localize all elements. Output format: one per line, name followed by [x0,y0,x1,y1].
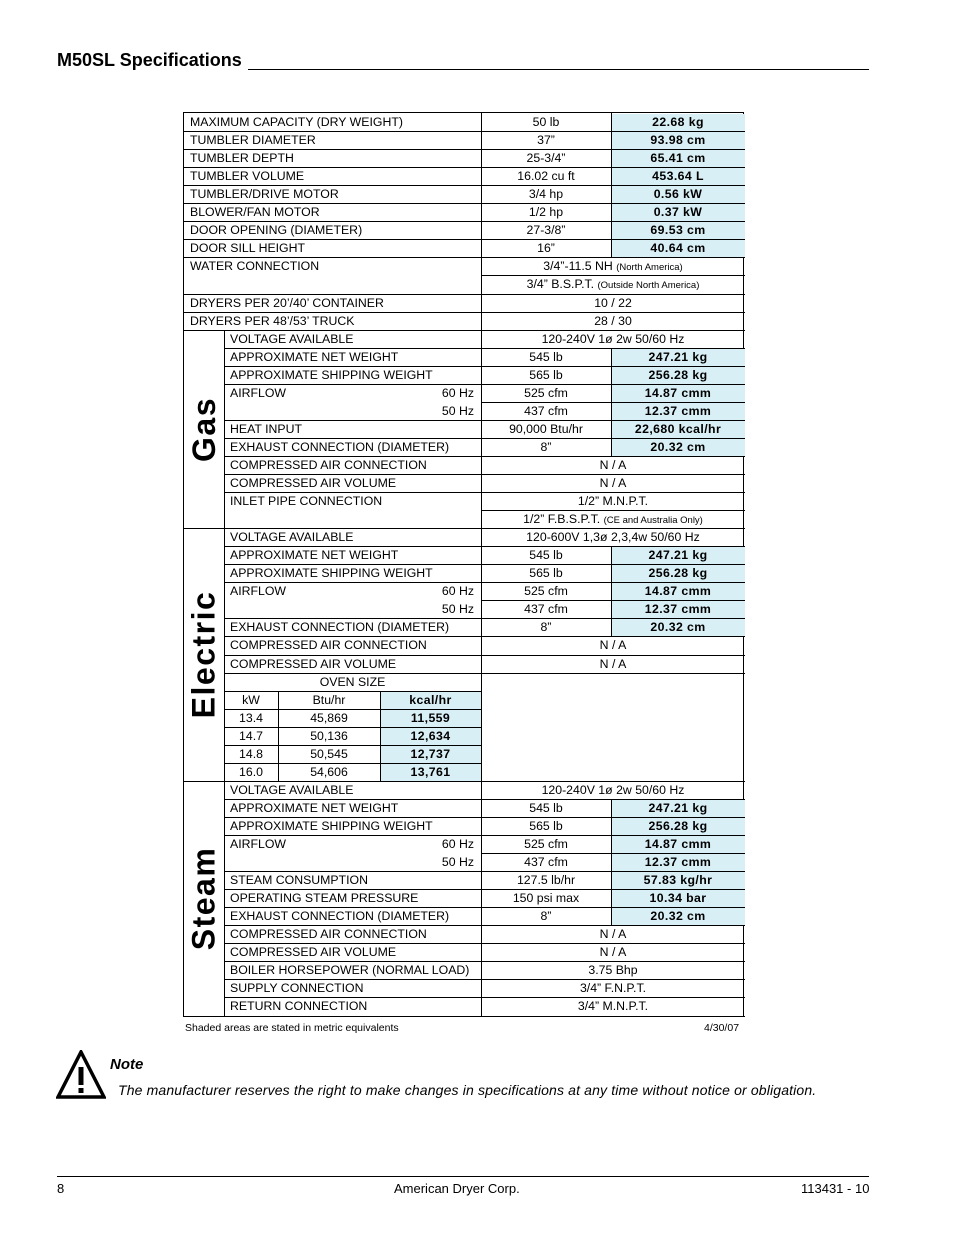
spec-value [481,258,745,275]
spec-value: 525 cfm [524,837,568,851]
spec-value: 10 / 22 [594,296,632,310]
column-divider [611,113,612,257]
spec-value: 50 lb [532,115,560,129]
row-divider [224,1016,745,1017]
column-divider [481,871,482,889]
specifications-table [183,112,744,1017]
spec-metric: 14.87 cmm [611,583,745,600]
column-divider [611,564,612,582]
spec-label: WATER CONNECTION [190,259,320,273]
column-divider [224,528,225,781]
spec-label: RETURN CONNECTION [230,999,368,1013]
oven-cell: 13.4 [239,711,263,725]
spec-metric: 12.37 cmm [611,403,745,420]
spec-value: 16” [537,241,555,255]
note-text: The manufacturer reserves the right to make changes in specifications at any time without notice or obligation. [118,1082,817,1098]
spec-metric: 0.56 kW [611,186,745,203]
spec-value: N / A [599,638,627,652]
spec-label: COMPRESSED AIR VOLUME [230,657,397,671]
oven-cell: 13,761 [380,764,481,781]
spec-label: OPERATING STEAM PRESSURE [230,891,419,905]
airflow-50hz-label: 50 Hz [441,855,474,869]
column-divider [611,366,612,384]
spec-label: MAXIMUM CAPACITY (DRY WEIGHT) [190,115,403,129]
spec-metric: 247.21 kg [611,349,745,366]
value-note: (Outside North America) [597,280,700,291]
column-divider [611,582,612,618]
column-divider [481,366,482,384]
value-note: (CE and Australia Only) [603,515,703,526]
spec-label: DRYERS PER 48’/53’ TRUCK [190,314,355,328]
value-text: 3/4” B.S.P.T. [526,277,595,291]
airflow-50hz-label: 50 Hz [441,602,474,616]
spec-label: COMPRESSED AIR CONNECTION [230,638,427,652]
spec-metric: 453.64 L [611,168,745,185]
column-divider [278,691,279,781]
value-text: 3/4”-11.5 NH [543,259,613,273]
spec-label: TUMBLER VOLUME [190,169,305,183]
spec-value: 150 psi max [512,891,580,905]
column-divider [611,420,612,438]
oven-size-title: OVEN SIZE [319,675,386,689]
column-divider [481,655,482,673]
company-name: American Dryer Corp. [394,1181,520,1196]
spec-label: INLET PIPE CONNECTION [230,494,383,508]
oven-header: kcal/hr [380,692,481,709]
column-divider [481,636,482,655]
value-note: (North America) [616,262,683,273]
spec-label: AIRFLOW [230,584,287,598]
spec-value: 8” [540,620,552,634]
oven-cell: 54,606 [310,765,348,779]
oven-cell: 16.0 [239,765,263,779]
spec-value: 8” [540,909,552,923]
spec-metric: 10.34 bar [611,890,745,907]
spec-label: EXHAUST CONNECTION (DIAMETER) [230,440,450,454]
spec-metric: 12.37 cmm [611,854,745,871]
column-divider [481,384,482,420]
column-divider [611,835,612,871]
section-steam-title [184,781,224,1016]
section-gas-title [184,330,224,528]
column-divider [481,673,482,781]
oven-cell: 12,634 [380,728,481,745]
spec-metric: 256.28 kg [611,818,745,835]
spec-label: BLOWER/FAN MOTOR [190,205,320,219]
spec-value: N / A [599,458,627,472]
spec-metric: 0.37 kW [611,204,745,221]
spec-metric: 69.53 cm [611,222,745,239]
spec-value: 28 / 30 [594,314,632,328]
page-title-text: M50SL Specifications [57,50,248,70]
column-divider [481,889,482,907]
spec-metric: 22.68 kg [611,114,745,131]
oven-cell: 14.7 [239,729,263,743]
spec-value: N / A [599,657,627,671]
spec-value: 437 cfm [524,404,568,418]
spec-value [481,511,745,528]
spec-value: 8” [540,440,552,454]
column-divider [481,618,482,636]
metric-footnote: Shaded areas are stated in metric equivalents [185,1022,399,1034]
oven-cell: 12,737 [380,746,481,763]
spec-value [481,276,745,294]
spec-label: APPROXIMATE NET WEIGHT [230,548,399,562]
spec-value: 1/2” M.N.P.T. [577,494,649,508]
spec-label: VOLTAGE AVAILABLE [230,530,354,544]
column-divider [481,943,482,961]
spec-value: 565 lb [529,368,563,382]
footer-rule [57,1176,869,1177]
spec-metric: 40.64 cm [611,240,745,257]
spec-value: 525 cfm [524,584,568,598]
spec-label: APPROXIMATE NET WEIGHT [230,350,399,364]
spec-label: EXHAUST CONNECTION (DIAMETER) [230,909,450,923]
spec-value: 120-240V 1ø 2w 50/60 Hz [541,332,685,346]
value-text: 1/2” F.B.S.P.T. [523,512,601,526]
spec-label: DOOR OPENING (DIAMETER) [190,223,363,237]
spec-value: 120-240V 1ø 2w 50/60 Hz [541,783,685,797]
spec-value: N / A [599,945,627,959]
oven-header: kW [242,693,260,707]
spec-label: COMPRESSED AIR CONNECTION [230,927,427,941]
column-divider [611,438,612,456]
section-electric-title-text: Electric [185,590,222,719]
spec-label: DRYERS PER 20’/40’ CONTAINER [190,296,384,310]
oven-cell: 14.8 [239,747,263,761]
spec-metric: 20.32 cm [611,439,745,456]
spec-label: APPROXIMATE SHIPPING WEIGHT [230,819,433,833]
spec-label: DOOR SILL HEIGHT [190,241,306,255]
spec-value: 565 lb [529,819,563,833]
spec-value: 437 cfm [524,602,568,616]
oven-cell: 50,545 [310,747,348,761]
spec-value: 437 cfm [524,855,568,869]
revision-date: 4/30/07 [704,1022,740,1034]
spec-value: 3/4” F.N.P.T. [579,981,647,995]
spec-label: COMPRESSED AIR VOLUME [230,476,397,490]
spec-label: BOILER HORSEPOWER (NORMAL LOAD) [230,963,470,977]
spec-value: 545 lb [529,548,563,562]
spec-metric: 65.41 cm [611,150,745,167]
spec-value: 90,000 Btu/hr [509,422,583,436]
spec-metric: 12.37 cmm [611,601,745,618]
spec-value: 565 lb [529,566,563,580]
column-divider [481,474,482,492]
note-label: Note [110,1056,144,1073]
spec-metric: 14.87 cmm [611,836,745,853]
column-divider [481,979,482,997]
airflow-60hz-label: 60 Hz [441,386,474,400]
spec-value: 525 cfm [524,386,568,400]
page-title [57,50,869,74]
column-divider [611,871,612,889]
column-divider [481,528,482,546]
document-number: 113431 - 10 [801,1181,870,1196]
column-divider [481,546,482,564]
spec-label: APPROXIMATE SHIPPING WEIGHT [230,566,433,580]
spec-metric: 22,680 kcal/hr [611,421,745,438]
column-divider [481,420,482,438]
column-divider [481,925,482,943]
column-divider [481,835,482,871]
spec-label: TUMBLER/DRIVE MOTOR [190,187,339,201]
column-divider [481,456,482,474]
spec-value: 545 lb [529,350,563,364]
spec-label: AIRFLOW [230,837,287,851]
column-divider [611,384,612,420]
spec-value: 16.02 cu ft [517,169,575,183]
column-divider [481,348,482,366]
spec-label: TUMBLER DIAMETER [190,133,316,147]
spec-label: TUMBLER DEPTH [190,151,294,165]
page-number: 8 [57,1181,65,1196]
oven-cell: 50,136 [310,729,348,743]
section-gas-title-text: Gas [185,396,222,462]
spec-value: 25-3/4” [526,151,566,165]
spec-value: 3.75 Bhp [588,963,638,977]
column-divider [611,618,612,636]
spec-metric: 256.28 kg [611,367,745,384]
spec-label: VOLTAGE AVAILABLE [230,783,354,797]
spec-metric: 247.21 kg [611,547,745,564]
spec-metric: 20.32 cm [611,908,745,925]
spec-metric: 93.98 cm [611,132,745,149]
spec-metric: 57.83 kg/hr [611,872,745,889]
section-electric-title [184,528,224,781]
spec-label: VOLTAGE AVAILABLE [230,332,354,346]
oven-cell: 11,559 [380,710,481,727]
spec-label: SUPPLY CONNECTION [230,981,364,995]
oven-header: Btu/hr [312,693,346,707]
spec-value: N / A [599,927,627,941]
column-divider [481,781,482,799]
warning-icon [56,1050,106,1100]
spec-label: COMPRESSED AIR CONNECTION [230,458,427,472]
column-divider [224,781,225,1016]
spec-value: 27-3/8” [526,223,566,237]
spec-metric: 256.28 kg [611,565,745,582]
column-divider [380,691,381,781]
spec-label: APPROXIMATE NET WEIGHT [230,801,399,815]
airflow-50hz-label: 50 Hz [441,404,474,418]
section-steam-title-text: Steam [185,846,222,951]
column-divider [481,907,482,925]
column-divider [481,961,482,979]
column-divider [481,294,482,330]
spec-value: 1/2 hp [528,205,564,219]
column-divider [481,799,482,817]
spec-label: COMPRESSED AIR VOLUME [230,945,397,959]
spec-label: HEAT INPUT [230,422,302,436]
column-divider [481,564,482,582]
spec-value: 3/4” M.N.P.T. [577,999,649,1013]
column-divider [481,492,482,528]
column-divider [611,348,612,366]
airflow-60hz-label: 60 Hz [441,584,474,598]
spec-value: 3/4 hp [528,187,564,201]
spec-label: EXHAUST CONNECTION (DIAMETER) [230,620,450,634]
column-divider [611,546,612,564]
spec-value: 120-600V 1,3ø 2,3,4w 50/60 Hz [526,530,700,544]
spec-metric: 14.87 cmm [611,385,745,402]
spec-metric: 20.32 cm [611,619,745,636]
column-divider [481,582,482,618]
column-divider [611,889,612,907]
spec-label: AIRFLOW [230,386,287,400]
spec-label: STEAM CONSUMPTION [230,873,369,887]
column-divider [611,907,612,925]
spec-value: N / A [599,476,627,490]
spec-label: APPROXIMATE SHIPPING WEIGHT [230,368,433,382]
column-divider [481,817,482,835]
spec-value: 37” [537,133,555,147]
column-divider [481,997,482,1016]
column-divider [224,330,225,528]
column-divider [481,438,482,456]
spec-value: 127.5 lb/hr [516,873,576,887]
column-divider [481,330,482,348]
column-divider [611,817,612,835]
oven-cell: 45,869 [310,711,348,725]
spec-value: 545 lb [529,801,563,815]
airflow-60hz-label: 60 Hz [441,837,474,851]
column-divider [611,799,612,817]
spec-metric: 247.21 kg [611,800,745,817]
